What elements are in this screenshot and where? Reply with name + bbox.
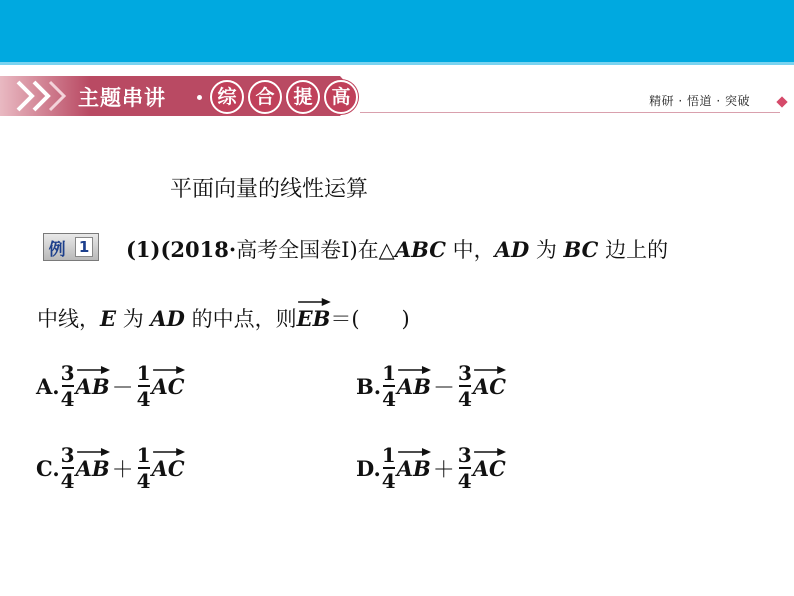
question-line-2 (37, 303, 410, 333)
numerator: 1 (381, 443, 396, 467)
fraction (137, 362, 151, 410)
option-label: C. (36, 455, 60, 481)
fraction (61, 362, 75, 410)
math-var: ABC (394, 237, 446, 262)
question-text: 边上的 (598, 238, 669, 262)
fraction (458, 362, 472, 410)
vector-label: AC (151, 373, 185, 399)
numerator: 3 (60, 443, 75, 467)
top-bar (0, 0, 794, 62)
numerator: 1 (136, 361, 151, 385)
example-number: 1 (75, 237, 93, 257)
vector-ac (152, 456, 185, 481)
numerator: 1 (136, 443, 151, 467)
fraction (61, 444, 75, 492)
math-var: AD (150, 306, 185, 331)
numerator: 1 (382, 361, 396, 385)
denominator: 4 (60, 469, 75, 493)
vector-label: AC (472, 373, 506, 399)
vector-ac (152, 374, 185, 399)
banner-circle: 综 (210, 80, 244, 114)
vector-ac (473, 374, 506, 399)
vector-label: AB (396, 455, 431, 481)
example-label (43, 233, 99, 261)
section-title: 平面向量的线性运算 (170, 177, 369, 202)
denominator: 4 (136, 469, 151, 493)
denominator: 4 (381, 469, 396, 493)
banner-circle: 高 (324, 80, 358, 114)
vector-eb (297, 306, 331, 331)
denominator: 4 (60, 387, 75, 411)
option-a[interactable] (36, 362, 185, 410)
denominator: 4 (136, 387, 151, 411)
question-text: 为 (116, 307, 151, 331)
numerator: 3 (458, 361, 472, 385)
operator: ＋ (111, 457, 134, 483)
fraction (137, 444, 151, 492)
question-text: 为 (529, 238, 564, 262)
banner-circle: 合 (248, 80, 282, 114)
vector-ab (76, 374, 110, 399)
vector-label: AB (75, 455, 110, 481)
operator: ＋ (432, 457, 455, 483)
banner-title: 主题串讲 (78, 86, 166, 110)
question-text: (1)(2018· (126, 237, 237, 262)
banner-dot (197, 95, 202, 100)
slogan: 精研 · 悟道 · 突破 (649, 94, 750, 108)
fraction (382, 362, 396, 410)
math-var: BC (563, 237, 599, 262)
banner-circles (210, 80, 358, 114)
denominator: 4 (382, 387, 396, 411)
option-c[interactable] (36, 444, 185, 492)
question-line-1 (126, 234, 668, 264)
numerator: 3 (60, 361, 75, 385)
vector-ac (473, 456, 506, 481)
question-text: 中线， (37, 307, 100, 331)
question-text: 高考全国卷Ⅰ)在△ (236, 238, 395, 262)
vector-label: AC (151, 455, 185, 481)
vector-label: AB (396, 373, 432, 399)
vector-label: AC (472, 455, 506, 481)
fraction (382, 444, 396, 492)
option-d[interactable] (356, 444, 506, 492)
denominator: 4 (458, 387, 472, 411)
fraction (458, 444, 472, 492)
vector-ab (397, 456, 431, 481)
denominator: 4 (457, 469, 472, 493)
operator: － (433, 375, 456, 401)
numerator: 3 (457, 443, 472, 467)
operator: － (111, 375, 134, 401)
top-bar-accent (0, 62, 794, 65)
question-text: 的中点，则 (184, 307, 297, 331)
diamond-icon (776, 96, 787, 107)
option-label: D. (356, 455, 381, 481)
math-var: E (100, 306, 117, 331)
vector-ab (397, 374, 431, 399)
question-text: 中， (445, 238, 495, 262)
question-text: ＝( ) (330, 307, 410, 331)
option-label: B. (356, 373, 382, 399)
option-b[interactable] (356, 362, 506, 410)
banner-circle: 提 (286, 80, 320, 114)
example-label-text: 例 (48, 239, 66, 260)
header-rule (360, 112, 780, 113)
vector-label: EB (296, 306, 331, 331)
math-var: AD (494, 237, 530, 262)
option-label: A. (36, 373, 60, 399)
vector-label: AB (75, 373, 110, 399)
vector-ab (76, 456, 110, 481)
